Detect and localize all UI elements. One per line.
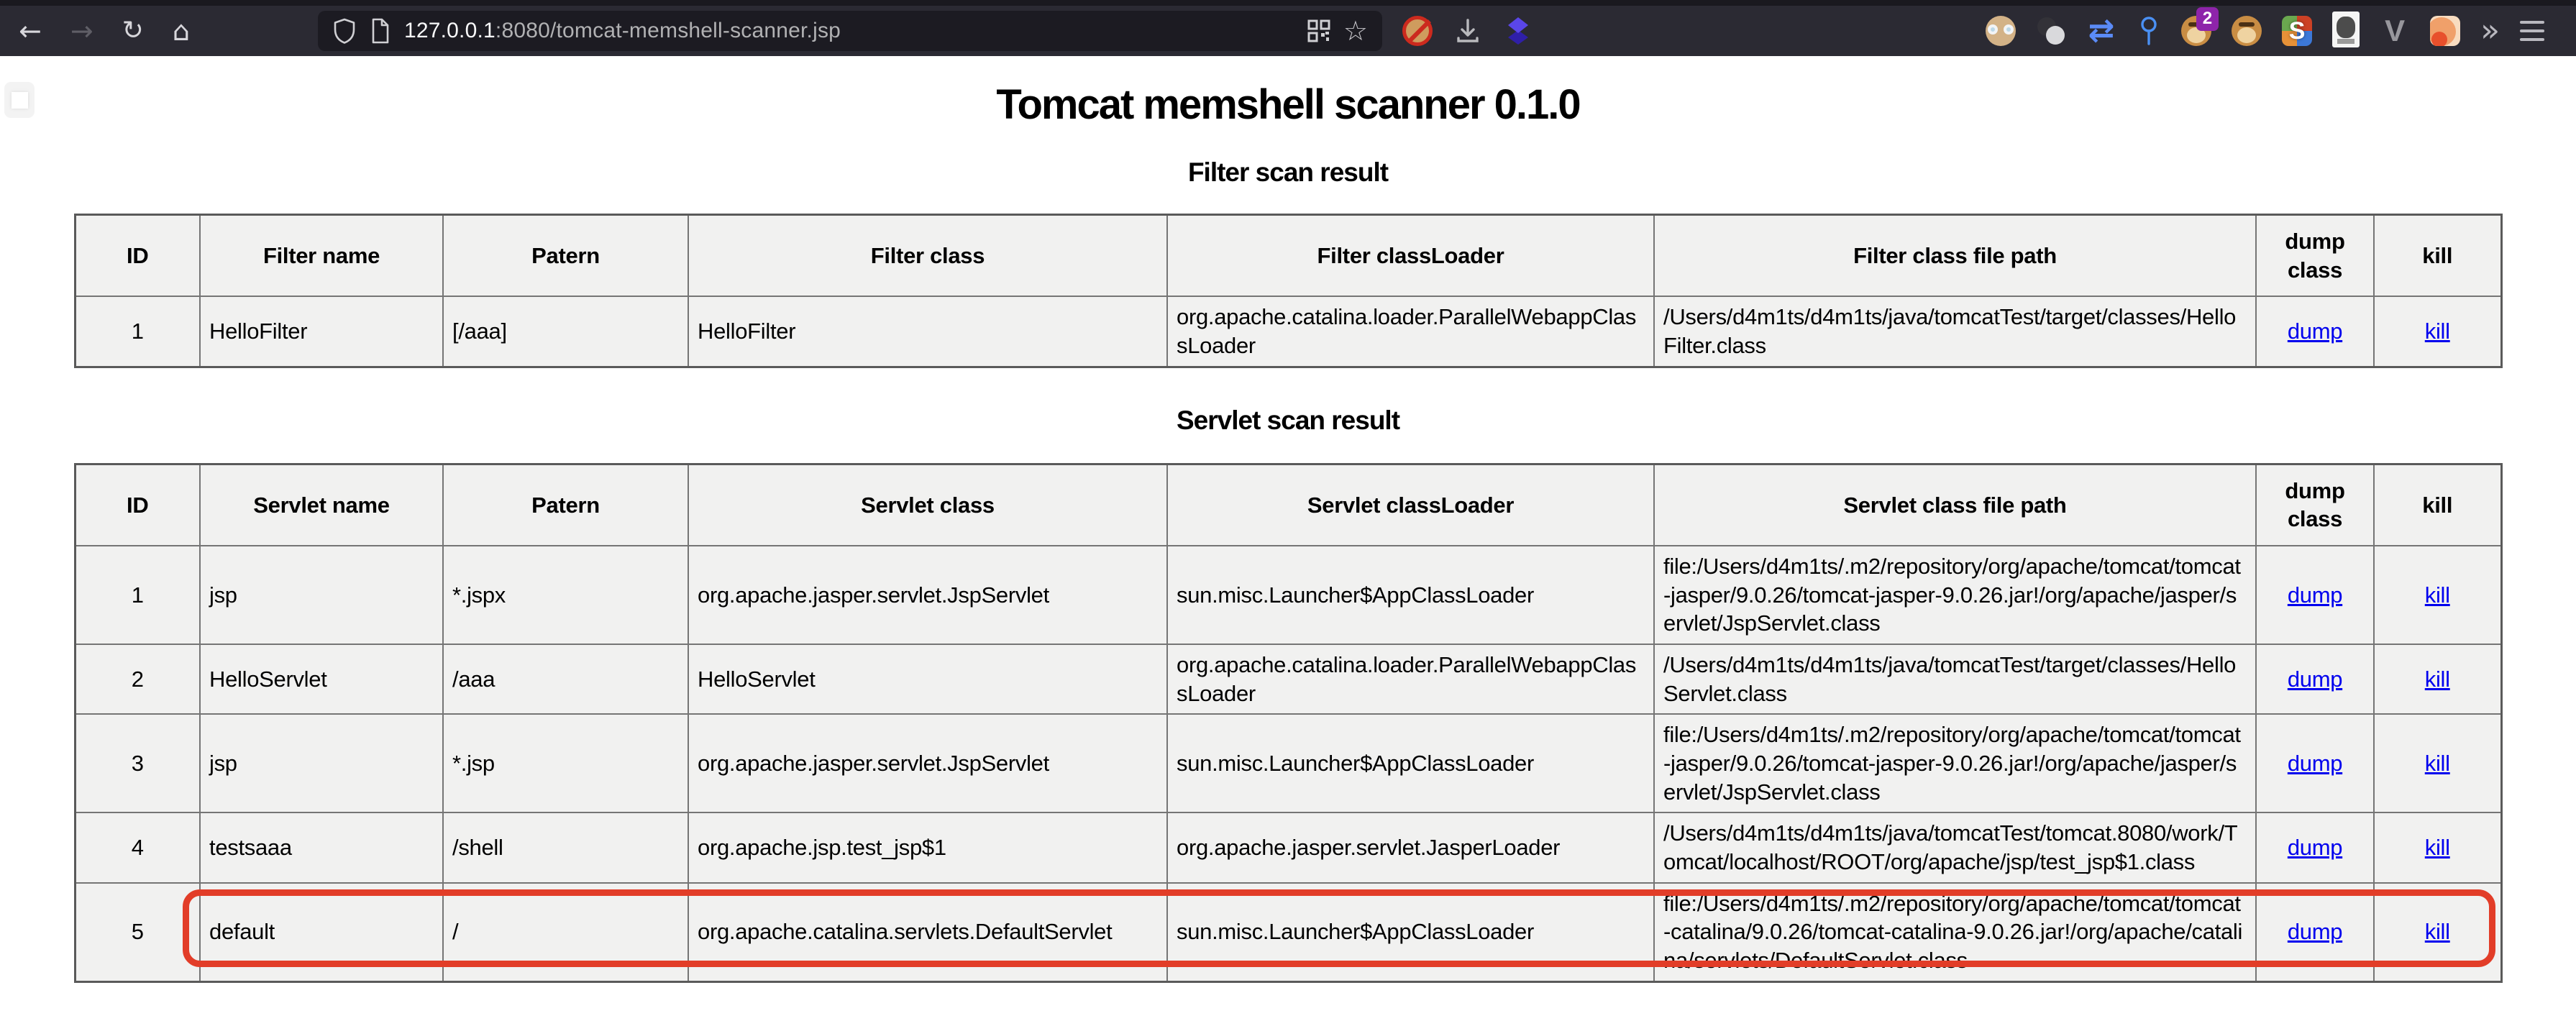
photo-face-extension-icon[interactable] [2332, 12, 2360, 47]
page-title: Tomcat memshell scanner 0.1.0 [996, 81, 1580, 128]
cell-class: HelloFilter [688, 296, 1167, 367]
kill-link[interactable]: kill [2424, 582, 2450, 608]
cell-name: testsaaa [200, 812, 443, 882]
extension-badge: 2 [2196, 7, 2219, 31]
filter-table [74, 214, 2503, 368]
cell-classloader: org.apache.jasper.servlet.JasperLoader [1167, 812, 1654, 882]
dump-link[interactable]: dump [2287, 666, 2343, 692]
monkey-extension-icon[interactable] [2181, 9, 2213, 46]
home-button[interactable]: ⌂ [172, 15, 190, 47]
column-header: Servlet class file path [1654, 464, 2256, 546]
url-domain: 127.0.0.1 [403, 19, 495, 42]
cell-name: HelloServlet [200, 644, 443, 714]
kill-link[interactable]: kill [2424, 835, 2450, 861]
cell-pattern: /aaa [443, 644, 688, 714]
column-header: Filter classLoader [1167, 215, 1654, 297]
back-button[interactable]: ← [19, 15, 42, 47]
spheres-extension-icon[interactable] [2036, 16, 2066, 46]
table-row [75, 883, 2501, 982]
column-header: dump class [2256, 215, 2374, 297]
swap-arrows-extension-icon[interactable]: ⇄ [2088, 12, 2115, 49]
column-header: Filter class file path [1654, 215, 2256, 297]
cell-class: org.apache.jsp.test_jsp$1 [688, 812, 1167, 882]
menu-hamburger-icon[interactable] [2520, 21, 2544, 41]
column-header: Servlet name [200, 464, 443, 546]
cell-path: file:/Users/d4m1ts/.m2/repository/org/apache/tomcat/tomcat-catalina/9.0.26/tomcat-catalina-9.0.26.jar!/org/apache/catalina/servlets/DefaultServlet.class [1654, 883, 2256, 982]
content-blocked-extension-icon[interactable] [1402, 16, 1433, 46]
cell-class: org.apache.catalina.servlets.DefaultServlet [688, 883, 1167, 982]
column-header: Servlet class [688, 464, 1167, 546]
monkey2-extension-icon[interactable] [2232, 16, 2262, 46]
cell-pattern: [/aaa] [443, 296, 688, 367]
s-proxy-extension-icon[interactable]: S [2282, 16, 2312, 46]
page-corner-widget[interactable] [4, 82, 35, 118]
url-text [404, 19, 1294, 43]
table-row [75, 644, 2501, 714]
cell-path: /Users/d4m1ts/d4m1ts/java/tomcatTest/tomcat.8080/work/Tomcat/localhost/ROOT/org/apache/jsp/test_jsp$1.class [1654, 812, 2256, 882]
cell-pattern: *.jspx [443, 546, 688, 644]
dump-link[interactable]: dump [2287, 582, 2343, 608]
table-row [75, 714, 2501, 812]
dump-link[interactable]: dump [2287, 835, 2343, 861]
cell-id: 1 [75, 546, 200, 644]
bookmark-star-icon[interactable]: ☆ [1343, 15, 1368, 47]
column-header: Filter class [688, 215, 1167, 297]
servlet-table [74, 463, 2503, 983]
cell-name: jsp [200, 714, 443, 812]
cell-pattern: /shell [443, 812, 688, 882]
cell-path: /Users/d4m1ts/d4m1ts/java/tomcatTest/target/classes/HelloFilter.class [1654, 296, 2256, 367]
cell-path: /Users/d4m1ts/d4m1ts/java/tomcatTest/target/classes/HelloServlet.class [1654, 644, 2256, 714]
column-header: Filter name [200, 215, 443, 297]
cell-id: 5 [75, 883, 200, 982]
cell-classloader: org.apache.catalina.loader.ParallelWebappClassLoader [1167, 644, 1654, 714]
cell-name: HelloFilter [200, 296, 443, 367]
tracking-protection-shield-icon[interactable] [332, 17, 357, 45]
column-header: kill [2374, 215, 2501, 297]
column-header: ID [75, 464, 200, 546]
tab-bar-edge [0, 0, 2576, 6]
overflow-chevron-icon[interactable]: » [2480, 12, 2500, 49]
cell-id: 2 [75, 644, 200, 714]
page-info-icon[interactable] [370, 17, 391, 45]
column-header: Patern [443, 215, 688, 297]
column-header: Patern [443, 464, 688, 546]
cell-class: org.apache.jasper.servlet.JspServlet [688, 714, 1167, 812]
browser-chrome [0, 0, 2576, 56]
glasses-face-extension-icon[interactable] [1986, 16, 2016, 46]
cell-id: 3 [75, 714, 200, 812]
download-extension-icon[interactable] [1453, 16, 1483, 46]
cell-path: file:/Users/d4m1ts/.m2/repository/org/apache/tomcat/tomcat-jasper/9.0.26/tomcat-jasper-9.0.26.jar!/org/apache/jasper/servlet/JspServlet.class [1654, 546, 2256, 644]
cell-classloader: org.apache.catalina.loader.ParallelWebappClassLoader [1167, 296, 1654, 367]
dump-link[interactable]: dump [2287, 919, 2343, 945]
filter-table-header-row [75, 215, 2501, 297]
table-row [75, 296, 2501, 367]
servlet-section-heading: Servlet scan result [1176, 405, 1400, 435]
kill-link[interactable]: kill [2424, 666, 2450, 692]
v-extension-icon[interactable]: V [2385, 14, 2406, 47]
cell-classloader: sun.misc.Launcher$AppClassLoader [1167, 546, 1654, 644]
url-bar[interactable] [318, 11, 1382, 51]
dump-link[interactable]: dump [2287, 751, 2343, 777]
page-content [0, 81, 2576, 1021]
dump-link[interactable]: dump [2287, 319, 2343, 344]
kill-link[interactable]: kill [2424, 319, 2450, 344]
reload-button[interactable]: ↻ [122, 16, 144, 45]
kill-link[interactable]: kill [2424, 919, 2450, 945]
column-header: ID [75, 215, 200, 297]
cell-classloader: sun.misc.Launcher$AppClassLoader [1167, 714, 1654, 812]
layers-extension-icon[interactable] [1503, 14, 1533, 47]
cell-pattern: *.jsp [443, 714, 688, 812]
filter-section-heading: Filter scan result [1187, 157, 1389, 187]
browser-toolbar [0, 6, 2576, 56]
pin-extension-icon[interactable] [2137, 15, 2161, 47]
column-header: dump class [2256, 464, 2374, 546]
column-header: Servlet classLoader [1167, 464, 1654, 546]
cell-path: file:/Users/d4m1ts/.m2/repository/org/apache/tomcat/tomcat-jasper/9.0.26/tomcat-jasper-9.0.26.jar!/org/apache/jasper/servlet/JspServlet.class [1654, 714, 2256, 812]
table-row-highlighted [75, 812, 2501, 882]
url-path: :8080/tomcat-memshell-scanner.jsp [495, 19, 841, 42]
servlet-table-header-row [75, 464, 2501, 546]
cell-class: HelloServlet [688, 644, 1167, 714]
cell-classloader: sun.misc.Launcher$AppClassLoader [1167, 883, 1654, 982]
cell-id: 1 [75, 296, 200, 367]
kill-link[interactable]: kill [2424, 751, 2450, 777]
forward-button[interactable]: → [70, 15, 93, 47]
cell-name: jsp [200, 546, 443, 644]
cell-class: org.apache.jasper.servlet.JspServlet [688, 546, 1167, 644]
cell-id: 4 [75, 812, 200, 882]
orange-rings-extension-icon[interactable] [2430, 16, 2460, 46]
cell-name: default [200, 883, 443, 982]
column-header: kill [2374, 464, 2501, 546]
qr-code-icon[interactable] [1307, 19, 1330, 42]
cell-pattern: / [443, 883, 688, 982]
table-row [75, 546, 2501, 644]
